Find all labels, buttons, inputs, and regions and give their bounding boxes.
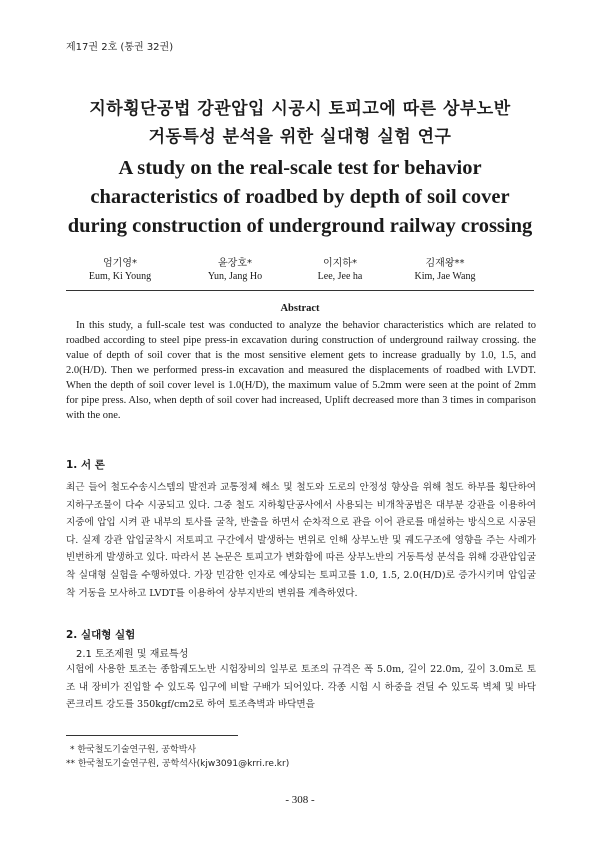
- author-4-english: Kim, Jae Wang: [414, 271, 476, 282]
- author-2-korean: 윤장호*: [218, 258, 252, 269]
- author-3-english: Lee, Jee ha: [317, 271, 363, 282]
- author-1-english: Eum, Ki Young: [88, 271, 152, 282]
- page-number: - 308 -: [285, 794, 315, 806]
- subsection-heading: 2.1 토조제원 및 재료특성: [76, 649, 189, 660]
- author-2-english: Yun, Jang Ho: [207, 271, 263, 282]
- running-head: 제17권 2호 (통권 32권): [66, 42, 174, 53]
- footnote-1: * 한국철도기술연구원, 공학박사: [70, 745, 197, 755]
- author-1-korean: 엄기영*: [103, 258, 137, 269]
- abstract-heading: Abstract: [280, 303, 320, 314]
- abstract-text: In this study, a full-scale test was conducted to analyze the behavior characteristics which are related to roadbed according to steel pipe press-in excavation during construction of underground railway crossing. the value of depth of soil cover that is the most sensitive element gets to increase gradually by 1.0, 1.5, and 2.0(H/D). Then we performed press-in excavation and measured the displacements of roadbed with LVDT. When the depth of soil cover level is 1.0(H/D), the maximum value of 5.2mm were seen at the point of 2mm for pipe press. Also, when depth of soil cover had increased, Uplift decreased more than 3 times in comparison with the one.: [66, 320, 536, 421]
- title-divider: [66, 290, 534, 291]
- author-4-korean: 김재왕**: [425, 258, 465, 269]
- section-heading-introduction: 1. 서 론: [66, 459, 105, 471]
- section-heading-full-scale-test: 2. 실대형 실험: [66, 629, 136, 641]
- korean-title-line-2: 거동특성 분석을 위한 실대형 실험 연구: [148, 127, 452, 147]
- footnote-divider: [66, 735, 238, 736]
- author-3-korean: 이지하*: [323, 258, 357, 269]
- section-2-text: 시험에 사용한 토조는 종합궤도노반 시험장비의 일부로 토조의 규격은 폭 5.0m, 길이 22.0m, 깊이 3.0m로 토조 내 장비가 진입할 수 있도록 입구에 비탈 구배가 되어있다. 각종 시험 시 하중을 견딜 수 있도록 벽체 및 바닥 콘크리트 강도를 350kgf/cm2로 하여 토조측벽과 바닥면을: [66, 664, 536, 711]
- korean-title-line-1: 지하횡단공법 강관압입 시공시 토피고에 따른 상부노반: [89, 99, 511, 119]
- footnote-2: ** 한국철도기술연구원, 공학석사(kjw3091@krri.re.kr): [66, 759, 290, 769]
- introduction-text: 최근 들어 철도수송시스템의 발전과 교통정체 해소 및 철도와 도로의 안정성 향상을 위해 철도 하부를 횡단하여 지하구조물이 다수 시공되고 있다. 그중 철도 지하횡단공사에서 사용되는 비개착공법은 대부분 강관을 이용하여 지중에 압입 시켜 관 내부의 토사를 굴착, 반출을 하면서 순차적으로 관을 이어 관로를 매설하는 방식으로 시공된다. 실제 강관 압입굴착시 저토피고 구간에서 발생하는 변위로 인해 상부노반 및 궤도구조에 영향을 주는 사례가 빈번하게 발생하고 있다. 따라서 본 논문은 토피고가 변화함에 따른 상부노반의 거동특성 분석을 위해 강관압입굴착 실대형 실험을 수행하였다. 가장 민감한 인자로 예상되는 토피고를 1.0, 1.5, 2.0(H/D)로 증가시키며 압입굴착 거동을 모사하고 LVDT를 이용하여 상부지반의 변위를 계측하였다.: [66, 482, 536, 599]
- english-title: A study on the real-scale test for behavior characteristics of roadbed by depth of soil cover during construction of underground railway crossing: [67, 157, 533, 237]
